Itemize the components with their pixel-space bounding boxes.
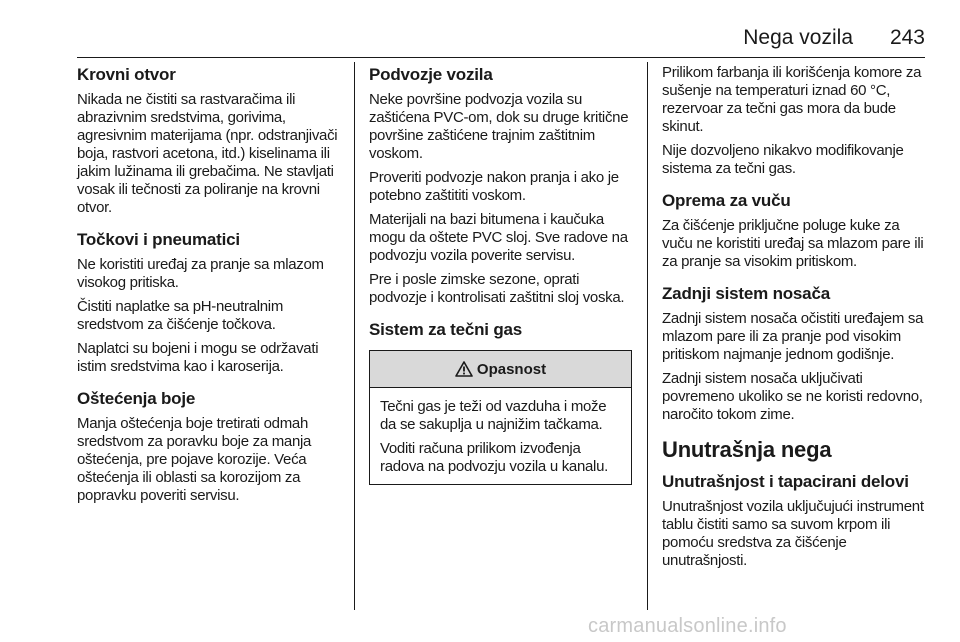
section-heading: Unutrašnjost i tapacirani delovi [662, 472, 909, 491]
column-left [77, 64, 342, 517]
paragraph: Pre i posle zimske sezone, oprati podvozje i kontrolisati zaštitni sloj voska. [369, 271, 625, 306]
column-divider-left [354, 62, 355, 610]
paragraph: Tečni gas je teži od vazduha i može da se sakuplja u najnižim tačkama. [380, 398, 607, 433]
header-divider [77, 57, 925, 58]
paragraph: Zadnji sistem nosača uključivati povremeno ukoliko se ne koristi redovno, naročito tokom zime. [662, 370, 923, 423]
paragraph: Prilikom farbanja ili korišćenja komore za sušenje na temperaturi iznad 60 °C, rezervoar za tečni gas mora da bude skinut. [662, 64, 922, 135]
page-header [77, 22, 925, 52]
section-heading: Krovni otvor [77, 65, 176, 84]
paragraph: Unutrašnjost vozila uključujući instrument tablu čistiti samo sa suvom krpom ili pomoću sredstva za čišćenje unutrašnjosti. [662, 498, 924, 569]
warning-triangle-icon [455, 361, 473, 377]
section-paint-damage [77, 388, 342, 505]
paragraph: Nije dozvoljeno nikakvo modifikovanje sistema za tečni gas. [662, 142, 904, 177]
chapter-heading: Unutrašnja nega [662, 437, 832, 462]
column-middle [369, 64, 633, 497]
paragraph: Zadnji sistem nosača očistiti uređajem sa mlazom pare ili za pranje pod visokim pritiskom najmanje jednom godišnje. [662, 310, 924, 363]
paragraph: Ne koristiti uređaj za pranje sa mlazom visokog pritiska. [77, 256, 324, 291]
paragraph: Materijali na bazi bitumena i kaučuka mogu da oštete PVC sloj. Sve radove na podvozju vozila poverite servisu. [369, 211, 628, 264]
section-towing-equipment [662, 190, 927, 271]
section-lpg-system [369, 319, 633, 485]
warning-box [369, 350, 632, 485]
column-right [662, 64, 927, 582]
watermark-text: carmanualsonline.info [588, 615, 787, 637]
paragraph: Naplatci su bojeni i mogu se održavati istim sredstvima kao i karoserija. [77, 340, 319, 375]
section-wheels-tyres [77, 229, 342, 376]
section-interior-upholstery [662, 471, 927, 570]
section-heading: Podvozje vozila [369, 65, 493, 84]
section-heading: Oštećenja boje [77, 389, 196, 408]
paragraph: Proveriti podvozje nakon pranja i ako je potebno zaštititi voskom. [369, 169, 619, 204]
page-number: 243 [889, 26, 925, 49]
section-heading: Oprema za vuču [662, 191, 791, 210]
header-title: Nega vozila [743, 26, 853, 49]
section-lpg-continued [662, 64, 927, 178]
section-heading: Zadnji sistem nosača [662, 284, 830, 303]
paragraph: Čistiti naplatke sa pH-neutralnim sredstvom za čišćenje točkova. [77, 298, 284, 333]
section-rear-carrier [662, 283, 927, 424]
section-sunroof [77, 64, 342, 217]
warning-label: Opasnost [476, 360, 547, 378]
paragraph: Za čišćenje priključne poluge kuke za vuču ne koristiti uređaj sa mlazom pare ili za pranje sa visokim pritiskom. [662, 217, 924, 270]
paragraph: Neke površine podvozja vozila su zaštićena PVC-om, dok su druge kritične površine zaštićene trajnim zaštitnim voskom. [369, 91, 629, 162]
warning-header [370, 351, 631, 388]
warning-body [370, 388, 631, 484]
section-heading: Sistem za tečni gas [369, 320, 523, 339]
section-heading: Točkovi i pneumatici [77, 230, 240, 249]
section-underbody [369, 64, 633, 307]
column-divider-right [647, 62, 648, 610]
paragraph: Nikada ne čistiti sa rastvaračima ili abrazivnim sredstvima, gorivima, agresivnim materijama (npr. odstranjivači boja, rastvori acetona, itd.) kiselinama ili jakim lužinama ili grebačima. Ne stavljati vosak ili tečnosti za poliranje na krovni otvor. [77, 91, 338, 216]
paragraph: Manja oštećenja boje tretirati odmah sredstvom za poravku boje za manja oštećenja, pre pojave korozije. Veća oštećenja ili oblasti sa korozijom za popravku poveriti servisu. [77, 415, 312, 504]
paragraph: Voditi računa prilikom izvođenja radova na podvozju vozila u kanalu. [380, 440, 608, 475]
